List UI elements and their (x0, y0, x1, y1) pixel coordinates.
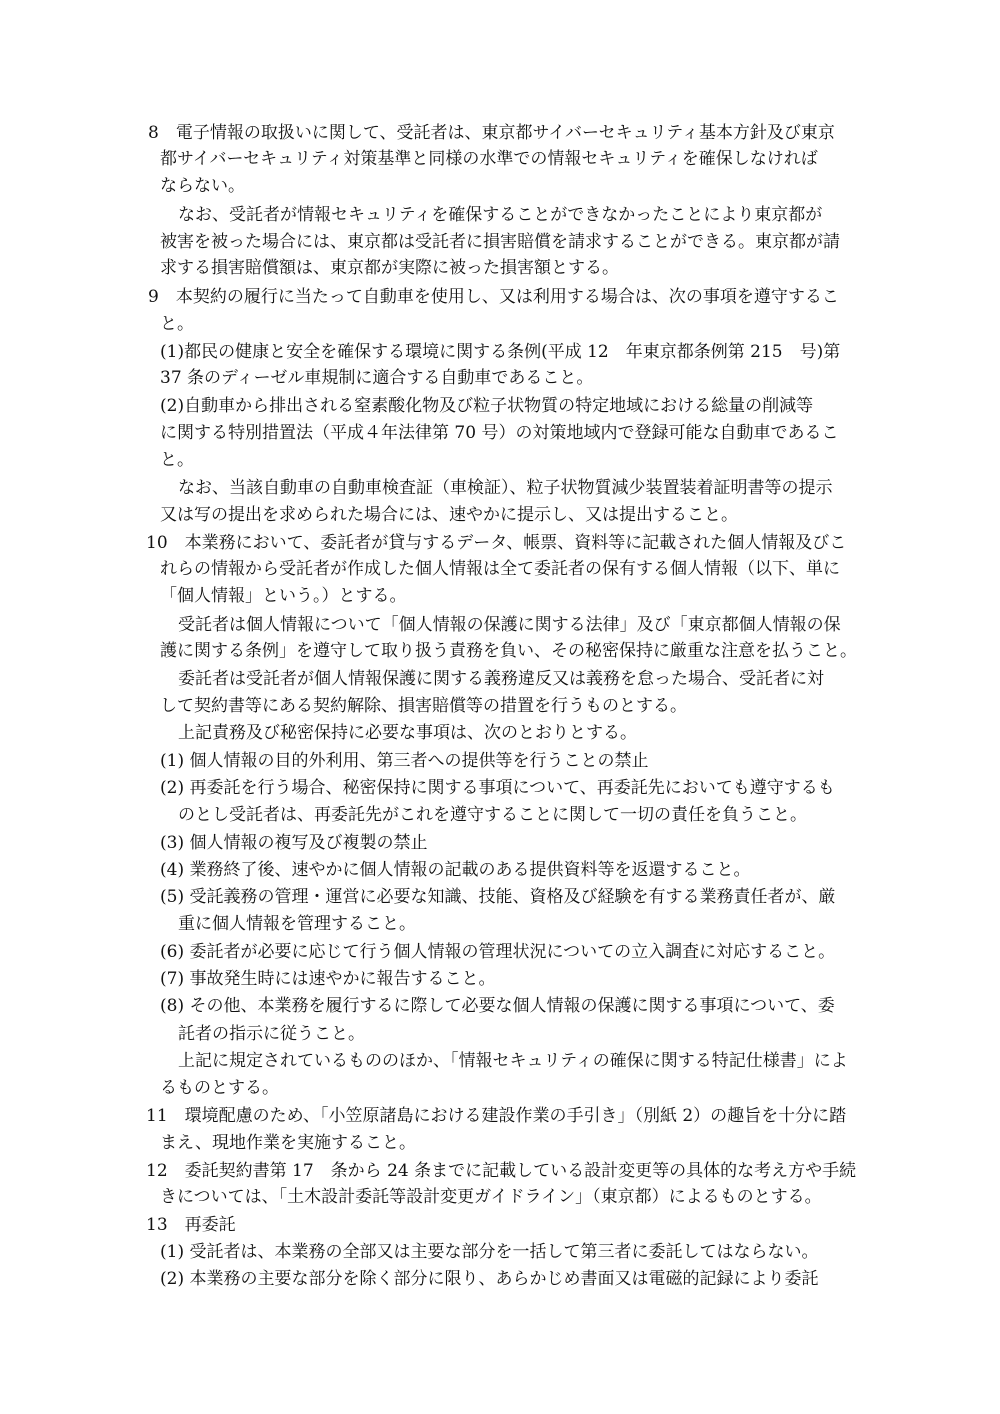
text-line: (5) 受託義務の管理・運営に必要な知識、技能、資格及び経験を有する業務責任者が、厳 (160, 887, 836, 907)
text-line: 10 本業務において、委託者が貸与するデータ、帳票、資料等に記載された個人情報及びこ (146, 533, 847, 553)
text-line: (1)都民の健康と安全を確保する環境に関する条例(平成 12 年東京都条例第 215 号)第 (160, 342, 841, 362)
text-line: 又は写の提出を求められた場合には、速やかに提示し、又は提出すること。 (160, 505, 738, 525)
text-line: (3) 個人情報の複写及び複製の禁止 (160, 833, 428, 853)
text-line: と。 (160, 450, 194, 470)
text-line: なお、受託者が情報セキュリティを確保することができなかったことにより東京都が (178, 205, 823, 225)
text-line: るものとする。 (160, 1078, 279, 1098)
text-line: 12 委託契約書第 17 条から 24 条までに記載している設計変更等の具体的な考え方や手続 (146, 1161, 857, 1181)
text-line: 重に個人情報を管理すること。 (178, 914, 416, 934)
text-line: 上記責務及び秘密保持に必要な事項は、次のとおりとする。 (178, 723, 637, 743)
text-line: 委託者は受託者が個人情報保護に関する義務違反又は義務を怠った場合、受託者に対 (178, 669, 824, 689)
text-line: (2) 再委託を行う場合、秘密保持に関する事項について、再委託先においても遵守するも (160, 778, 835, 798)
text-line: のとし受託者は、再委託先がこれを遵守することに関して一切の責任を負うこと。 (178, 805, 807, 825)
text-line: 11 環境配慮のため、「小笠原諸島における建設作業の手引き」（別紙 2）の趣旨を十分に踏 (146, 1106, 847, 1126)
text-line: と。 (160, 314, 194, 334)
text-line: (1) 受託者は、本業務の全部又は主要な部分を一括して第三者に委託してはならない。 (160, 1242, 819, 1262)
text-line: 上記に規定されているもののほか、「情報セキュリティの確保に関する特記仕様書」によ (178, 1051, 848, 1071)
text-line: (6) 委託者が必要に応じて行う個人情報の管理状況についての立入調査に対応すること。 (160, 942, 836, 962)
text-line: (1) 個人情報の目的外利用、第三者への提供等を行うことの禁止 (160, 751, 649, 771)
text-line: 8 電子情報の取扱いに関して、受託者は、東京都サイバーセキュリティ基本方針及び東京 (148, 123, 835, 143)
text-line: に関する特別措置法（平成４年法律第 70 号）の対策地域内で登録可能な自動車であるこ (160, 423, 839, 443)
text-line: ならない。 (160, 176, 245, 196)
text-line: まえ、現地作業を実施すること。 (160, 1133, 417, 1153)
text-line: 受託者は個人情報について「個人情報の保護に関する法律」及び「東京都個人情報の保 (178, 615, 841, 635)
text-line: 託者の指示に従うこと。 (178, 1024, 365, 1044)
text-line: 求する損害賠償額は、東京都が実際に被った損害額とする。 (160, 258, 619, 278)
text-line: 「個人情報」という。）とする。 (160, 586, 407, 606)
text-line: れらの情報から受託者が作成した個人情報は全て委託者の保有する個人情報（以下、単に (160, 559, 840, 579)
text-line: (2) 本業務の主要な部分を除く部分に限り、あらかじめ書面又は電磁的記録により委託 (160, 1269, 819, 1289)
text-line: (7) 事故発生時には速やかに報告すること。 (160, 969, 496, 989)
text-line: (2)自動車から排出される窒素酸化物及び粒子状物質の特定地域における総量の削減等 (160, 396, 814, 416)
text-line: 護に関する条例」を遵守して取り扱う責務を負い、その秘密保持に厳重な注意を払うこと。 (160, 641, 857, 661)
text-line: 37 条のディーゼル車規制に適合する自動車であること。 (160, 368, 594, 388)
text-line: 13 再委託 (146, 1215, 236, 1235)
text-line: (4) 業務終了後、速やかに個人情報の記載のある提供資料等を返還すること。 (160, 860, 751, 880)
text-line: 都サイバーセキュリティ対策基準と同様の水準での情報セキュリティを確保しなければ (160, 149, 818, 169)
text-line: きについては、「土木設計委託等設計変更ガイドライン」（東京都）によるものとする。 (160, 1187, 822, 1207)
text-line: なお、当該自動車の自動車検査証（車検証）、粒子状物質減少装置装着証明書等の提示 (178, 478, 833, 498)
text-line: 被害を被った場合には、東京都は受託者に損害賠償を請求することができる。東京都が請 (160, 232, 840, 252)
text-line: して契約書等にある契約解除、損害賠償等の措置を行うものとする。 (160, 696, 687, 716)
text-line: 9 本契約の履行に当たって自動車を使用し、又は利用する場合は、次の事項を遵守するこ (148, 287, 839, 307)
text-line: (8) その他、本業務を履行するに際して必要な個人情報の保護に関する事項について、委 (160, 996, 835, 1016)
